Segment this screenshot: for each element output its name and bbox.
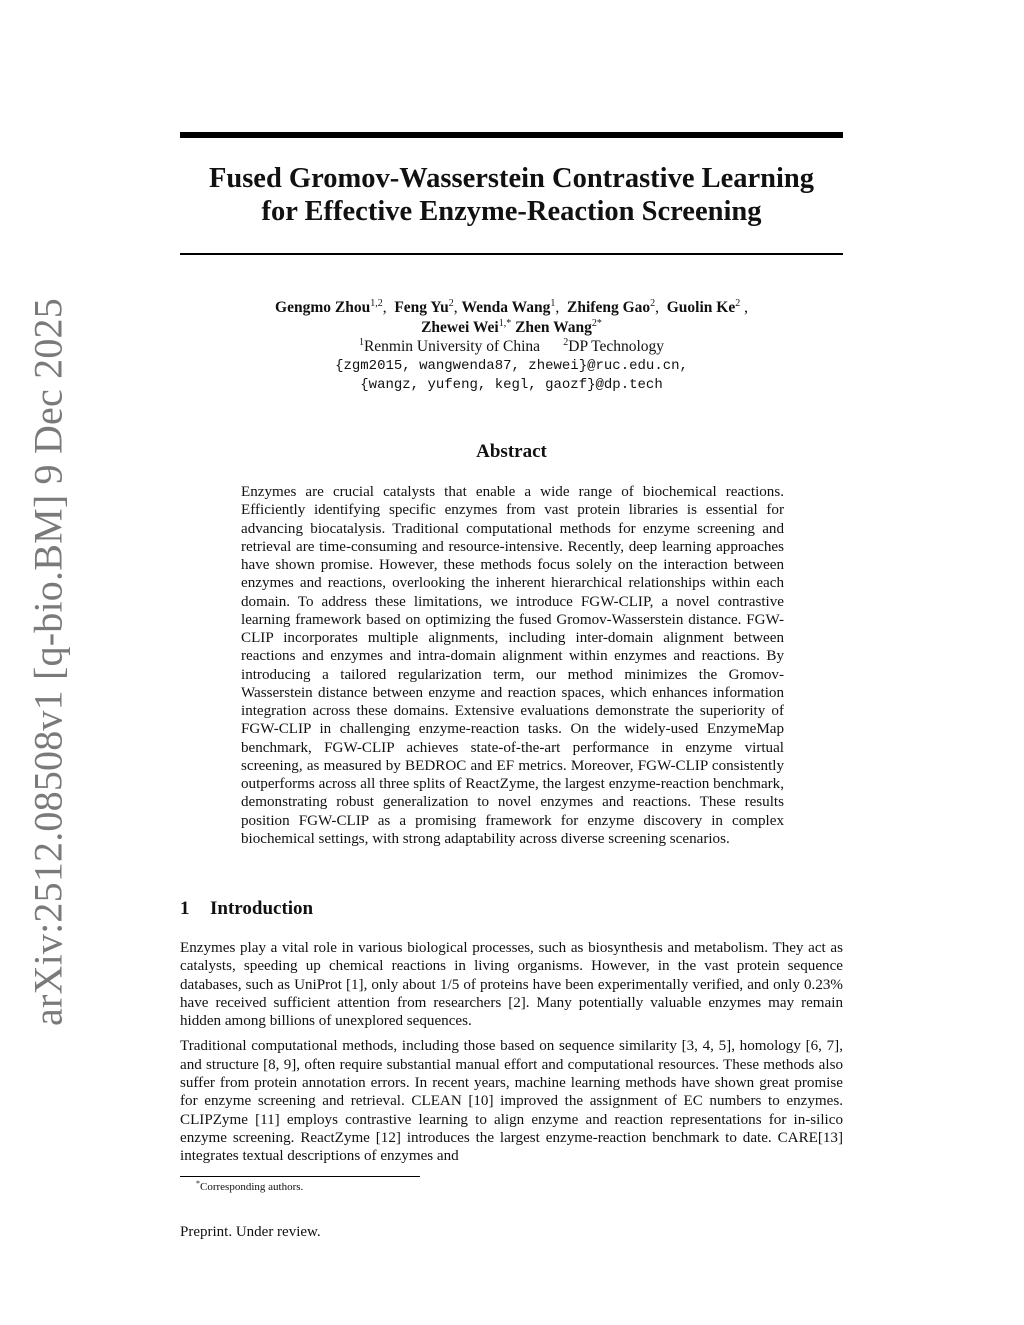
- author-name: Zhen Wang: [515, 318, 592, 336]
- section-title: Introduction: [210, 898, 314, 919]
- section-heading-introduction: [180, 898, 313, 920]
- author-affiliation-mark: 2: [650, 298, 656, 309]
- paragraph: Enzymes play a vital role in various biological processes, such as biosynthesis and metabolism. They act as catalysts, speeding up chemical reactions in living organisms. However, in the vast protein sequence databases, such as UniProt [1], only about 1/5 of proteins have been experimentally verified, and only 0.23% have received sufficient attention from researchers [2]. Many potentially valuable enzymes may remain hidden among billions of unexplored sequences.: [180, 940, 843, 1030]
- author-affiliation-mark: 2: [448, 298, 454, 309]
- author-block: [180, 298, 843, 396]
- abstract-text: Enzymes are crucial catalysts that enable a wide range of biochemical reactions. Efficiently identifying specific enzymes from vast protein libraries is essential for advancing biocatalysis. Traditional computational methods for enzyme screening and retrieval are time-consuming and resource-intensive. Recently, deep learning approaches have shown promise. However, these methods focus solely on the interaction between enzymes and reactions, overlooking the inherent hierarchical relationships within each domain. To address these limitations, we introduce FGW-CLIP, a novel contrastive learning framework based on optimizing the fused Gromov-Wasserstein distance. FGW-CLIP incorporates multiple alignments, including inter-domain alignment between reactions and enzymes and intra-domain alignment within enzymes and reactions. By introducing a tailored regularization term, our method minimizes the Gromov-Wasserstein distance between enzyme and reaction spaces, which enhances information integration across these domains. Extensive evaluations demonstrate the superiority of FGW-CLIP in challenging enzyme-reaction tasks. On the widely-used EnzymeMap benchmark, FGW-CLIP achieves state-of-the-art performance in enzyme virtual screening, as measured by BEDROC and EF metrics. Moreover, FGW-CLIP consistently outperforms across all three splits of ReactZyme, the largest enzyme-reaction benchmark, demonstrating robust generalization to novel enzymes and reactions. These results position FGW-CLIP as a promising framework for enzyme discovery in complex biochemical settings, with strong adaptability across diverse screening scenarios.: [241, 484, 784, 847]
- introduction-body: [180, 939, 843, 1173]
- author-name: Guolin Ke: [666, 299, 736, 316]
- footnote-rule: [180, 1176, 420, 1177]
- author-affiliation-mark: 2*: [591, 317, 602, 329]
- affiliation-mark: 2: [563, 337, 569, 348]
- arxiv-identifier-stamp: arXiv:2512.08508v1 [q-bio.BM] 9 Dec 2025: [25, 298, 71, 1026]
- author-name: Zhifeng Gao: [567, 299, 651, 316]
- affiliation-2: DP Technology: [568, 338, 665, 355]
- email-line-1: {zgm2015, wangwenda87, zhewei}@ruc.edu.cn,: [335, 357, 688, 374]
- affiliation-mark: 1: [358, 337, 364, 348]
- affiliation-1: Renmin University of China: [363, 338, 541, 355]
- title-line-2: for Effective Enzyme-Reaction Screening: [261, 196, 762, 227]
- paragraph: Traditional computational methods, including those based on sequence similarity [3, 4, 5], homology [6, 7], and structure [8, 9], often require substantial manual effort and computational resources. These methods also suffer from protein annotation errors. In recent years, machine learning methods have shown great promise for enzyme screening and retrieval. CLEAN [10] improved the assignment of EC numbers to enzymes. CLIPZyme [11] employs contrastive learning to align enzyme and reaction representations for in-silico enzyme screening. ReactZyme [12] introduces the largest enzyme-reaction benchmark to date. CARE[13] integrates textual descriptions of enzymes and: [180, 1038, 843, 1165]
- title-bottom-rule: [180, 253, 843, 255]
- author-affiliation-mark: 1: [550, 298, 556, 309]
- author-name: Zhewei Wei: [421, 318, 499, 336]
- author-names-line-1: Gengmo Zhou$^{1,2}$, Feng Yu$^2$, Wenda Wang$^1$, Zhifeng Gao$^2$, Guolin Ke$^2$ ,: [275, 298, 748, 316]
- author-name: Wenda Wang: [461, 299, 551, 316]
- affiliations: [180, 337, 843, 357]
- author-name: Feng Yu: [394, 299, 449, 316]
- email-line-2: {wangz, yufeng, kegl, gaozf}@dp.tech: [360, 377, 663, 393]
- title-line-1: Fused Gromov-Wasserstein Contrastive Learning: [208, 163, 815, 194]
- author-affiliation-mark: 1,2: [370, 298, 383, 309]
- footnote-text: Corresponding authors.: [200, 1181, 304, 1193]
- paper-title: [180, 162, 843, 228]
- author-names-line-2: [180, 318, 843, 338]
- preprint-notice: Preprint. Under review.: [180, 1224, 321, 1240]
- footnote: [196, 1181, 303, 1193]
- author-name: Gengmo Zhou: [275, 299, 371, 316]
- abstract-heading: Abstract: [476, 441, 547, 462]
- section-number: 1: [180, 898, 190, 919]
- title-top-rule: [180, 132, 843, 138]
- author-affiliation-mark: 2: [735, 298, 741, 309]
- author-affiliation-mark: 1,*: [498, 317, 512, 329]
- footnote-mark: *: [196, 1179, 200, 1188]
